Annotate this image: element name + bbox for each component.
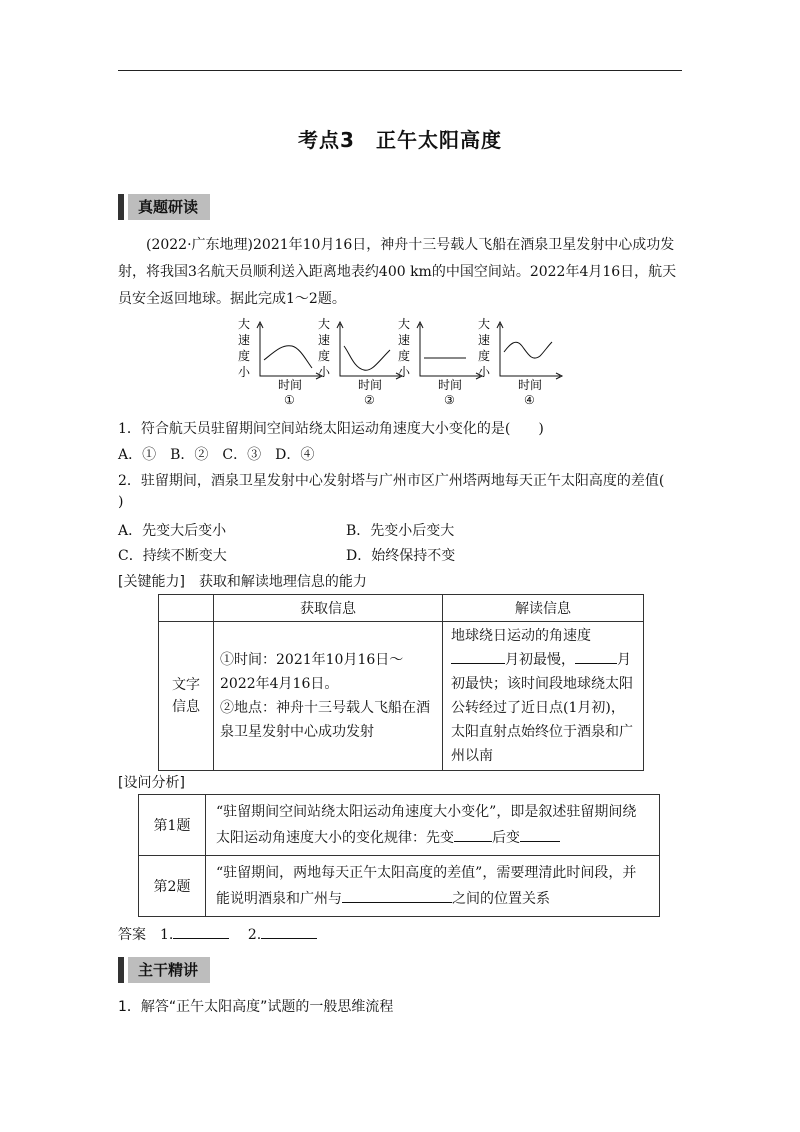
- blank[interactable]: [342, 888, 452, 903]
- section-label: 真题研读: [128, 194, 210, 220]
- read-info-c: 月初最快；该时间段地球绕太阳公转经过了近日点(1月初)，太阳直射点始终位于酒泉和广州以南: [451, 652, 633, 764]
- y-label-mid: 速: [238, 333, 251, 347]
- y-label-mid: 速: [318, 333, 331, 347]
- graph-axes: [340, 324, 400, 376]
- x-axis-label: 时间: [438, 378, 463, 392]
- question-2: 2．驻留期间，酒泉卫星发射中心发射塔与广州市区广州塔两地每天正午太阳高度的差值(: [118, 473, 665, 489]
- header-get-info: 获取信息: [214, 595, 443, 622]
- blank[interactable]: [173, 924, 229, 939]
- section-bar: [118, 957, 124, 983]
- y-label-top: 大: [318, 317, 331, 331]
- option-d: D．始终保持不变: [346, 548, 456, 564]
- speed-graph-2: [318, 316, 402, 407]
- speed-graph-4: [478, 316, 562, 407]
- row-label: [159, 622, 214, 771]
- y-label-mid: 度: [478, 349, 491, 363]
- table-corner: [159, 595, 214, 622]
- graph-number-label: ③: [444, 393, 455, 407]
- analysis-table: [138, 794, 660, 917]
- row-label-line-1: 文字: [172, 677, 200, 693]
- key-ability-text: 获取和解读地理信息的能力: [198, 574, 367, 590]
- blank[interactable]: [454, 827, 492, 842]
- answer-1: 1.: [160, 927, 174, 943]
- row-label-line-2: 信息: [172, 699, 200, 715]
- y-label-top: 大: [478, 317, 491, 331]
- q2-analysis-b: 之间的位置关系: [452, 891, 550, 907]
- q2-analysis-a: “驻留期间，两地每天正午太阳高度的差值”，需要理清此时间段，并能说明酒泉和广州与: [216, 865, 637, 907]
- speed-curve: [504, 342, 552, 358]
- y-label-mid: 度: [398, 349, 411, 363]
- blank[interactable]: [261, 924, 317, 939]
- q1-label: 第1题: [139, 795, 206, 856]
- speed-graph-1: [238, 316, 322, 407]
- y-label-mid: 度: [318, 349, 331, 363]
- top-rule: [118, 70, 682, 71]
- blank[interactable]: [451, 649, 505, 664]
- speed-curve: [264, 346, 312, 368]
- page-title: 考点3 正午太阳高度: [298, 128, 502, 152]
- read-info-cell: [443, 622, 644, 771]
- graph-number-label: ②: [364, 393, 375, 407]
- info-table: [158, 594, 644, 771]
- option-b: B．先变小后变大: [346, 523, 455, 539]
- get-info-place: ②地点：神舟十三号载人飞船在酒泉卫星发射中心成功发射: [220, 700, 430, 740]
- section-header-main-points: [118, 957, 682, 983]
- q1-analysis-b: 后变: [492, 830, 520, 846]
- question-1-options: A．① B．② C．③ D．④: [118, 447, 315, 463]
- get-info-time: ①时间：2021年10月16日～2022年4月16日。: [220, 652, 404, 692]
- x-axis-label: 时间: [358, 378, 383, 392]
- analysis-tag: [设问分析]: [118, 775, 185, 791]
- q2-label: 第2题: [139, 856, 206, 917]
- header-read-info: 解读信息: [443, 595, 644, 622]
- key-ability-tag: [关键能力]: [118, 574, 185, 590]
- section-header-real-questions: [118, 194, 682, 220]
- answer-2: 2.: [247, 927, 262, 943]
- option-c: C．持续不断变大: [118, 548, 227, 564]
- graph-axes: [420, 324, 480, 376]
- y-label-mid: 度: [238, 349, 251, 363]
- graph-axes: [500, 324, 560, 376]
- graph-number-label: ①: [284, 393, 295, 407]
- question-1: 1．符合航天员驻留期间空间站绕太阳运动角速度大小变化的是( ): [118, 421, 544, 437]
- answer-label: 答案: [118, 927, 146, 943]
- graph-number-label: ④: [524, 393, 535, 407]
- read-info-a: 地球绕日运动的角速度: [451, 628, 591, 644]
- blank[interactable]: [575, 649, 617, 664]
- graph-axes: [260, 324, 320, 376]
- y-label-mid: 速: [478, 333, 491, 347]
- y-label-bottom: 小: [478, 365, 491, 379]
- option-a: A．先变大后变小: [118, 523, 227, 539]
- q1-analysis-a: “驻留期间空间站绕太阳运动角速度大小变化”，即是叙述驻留期间绕太阳运动角速度大小的变化规律：先变: [216, 804, 637, 846]
- intro-paragraph: (2022·广东地理)2021年10月16日，神舟十三号载人飞船在酒泉卫星发射中心成功发射，将我国3名航天员顺利送入距离地表约400 km的中国空间站。2022年4月16日，航天员安全返回地球。据此完成1～2题。: [118, 237, 677, 307]
- y-label-top: 大: [398, 317, 411, 331]
- q1-analysis: [206, 795, 660, 856]
- read-info-b: 月初最慢，: [505, 652, 575, 668]
- speed-curve: [344, 346, 390, 370]
- x-axis-label: 时间: [518, 378, 543, 392]
- section-label: 主干精讲: [128, 957, 210, 983]
- get-info-cell: [214, 622, 443, 771]
- key-ability: [118, 571, 367, 591]
- y-label-mid: 速: [398, 333, 411, 347]
- point-1: 1．解答“正午太阳高度”试题的一般思维流程: [118, 999, 394, 1015]
- section-bar: [118, 194, 124, 220]
- y-label-top: 大: [238, 317, 251, 331]
- q2-analysis: [206, 856, 660, 917]
- question-2-close: ): [118, 494, 124, 510]
- speed-graphs: [238, 316, 568, 407]
- blank[interactable]: [520, 827, 560, 842]
- answer-line: [118, 924, 317, 944]
- y-label-bottom: 小: [238, 365, 251, 379]
- x-axis-label: 时间: [278, 378, 303, 392]
- speed-graph-3: [398, 316, 482, 407]
- y-label-bottom: 小: [318, 365, 331, 379]
- y-label-bottom: 小: [398, 365, 411, 379]
